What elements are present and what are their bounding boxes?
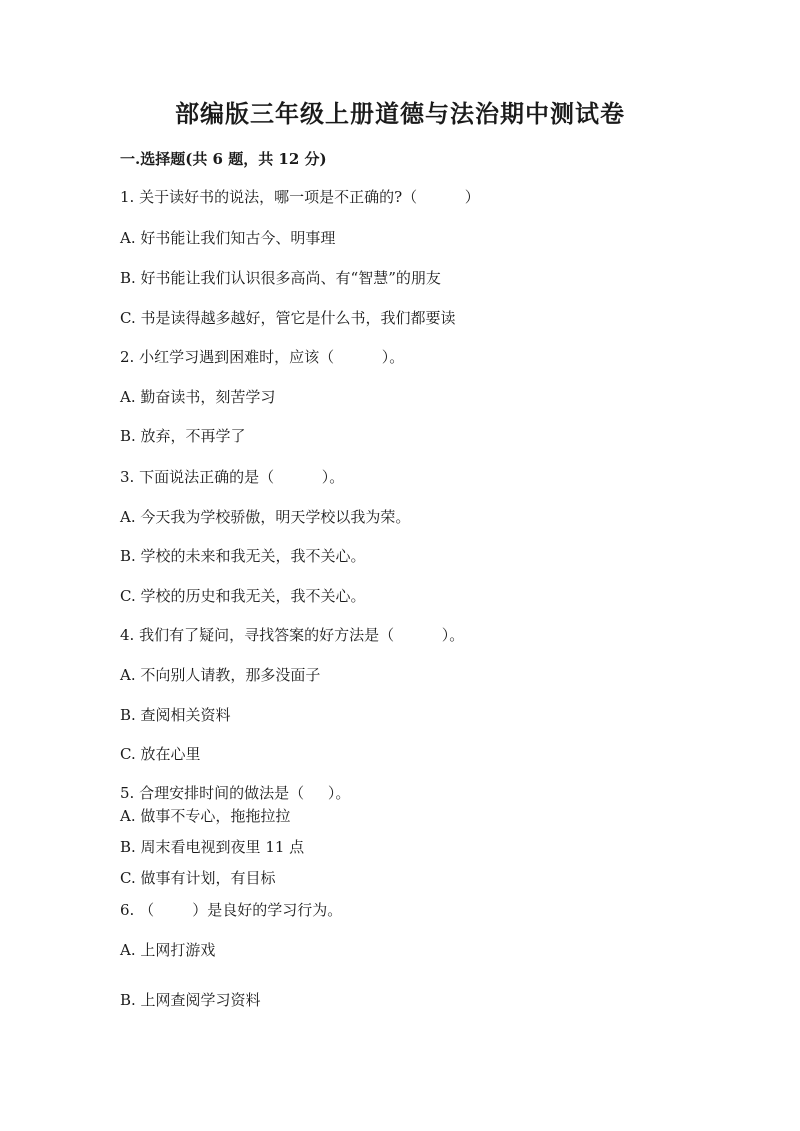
question-5-stem: 5. 合理安排时间的做法是（ ）。 — [120, 784, 351, 802]
question-5-option-c: C. 做事有计划，有目标 — [120, 869, 276, 887]
question-4-option-a: A. 不向别人请教，那多没面子 — [120, 666, 321, 684]
page-title: 部编版三年级上册道德与法治期中测试卷 — [175, 99, 625, 128]
question-3-option-b: B. 学校的未来和我无关，我不关心。 — [120, 547, 366, 565]
question-5-option-b: B. 周末看电视到夜里 11 点 — [120, 838, 305, 856]
question-3-option-a: A. 今天我为学校骄傲，明天学校以我为荣。 — [120, 508, 411, 526]
question-4-option-c: C. 放在心里 — [120, 745, 201, 763]
section-heading: 一.选择题(共 6 题，共 12 分) — [120, 150, 327, 168]
question-4-option-b: B. 查阅相关资料 — [120, 706, 231, 724]
question-4-stem: 4. 我们有了疑问，寻找答案的好方法是（ ）。 — [120, 626, 465, 644]
question-6-option-b: B. 上网查阅学习资料 — [120, 991, 261, 1009]
question-2-stem: 2. 小红学习遇到困难时，应该（ ）。 — [120, 348, 405, 366]
question-6-stem: 6. （ ）是良好的学习行为。 — [120, 901, 343, 919]
question-1-stem: 1. 关于读好书的说法，哪一项是不正确的?（ ） — [120, 188, 480, 206]
question-2-option-a: A. 勤奋读书，刻苦学习 — [120, 388, 276, 406]
question-6-option-a: A. 上网打游戏 — [120, 941, 216, 959]
question-1-option-a: A. 好书能让我们知古今、明事理 — [120, 229, 336, 247]
question-1-option-b: B. 好书能让我们认识很多高尚、有“智慧”的朋友 — [120, 269, 441, 287]
question-1-option-c: C. 书是读得越多越好，管它是什么书，我们都要读 — [120, 309, 456, 327]
question-5-option-a: A. 做事不专心，拖拖拉拉 — [120, 807, 291, 825]
question-3-option-c: C. 学校的历史和我无关，我不关心。 — [120, 587, 366, 605]
question-3-stem: 3. 下面说法正确的是（ ）。 — [120, 468, 345, 486]
question-2-option-b: B. 放弃，不再学了 — [120, 427, 246, 445]
